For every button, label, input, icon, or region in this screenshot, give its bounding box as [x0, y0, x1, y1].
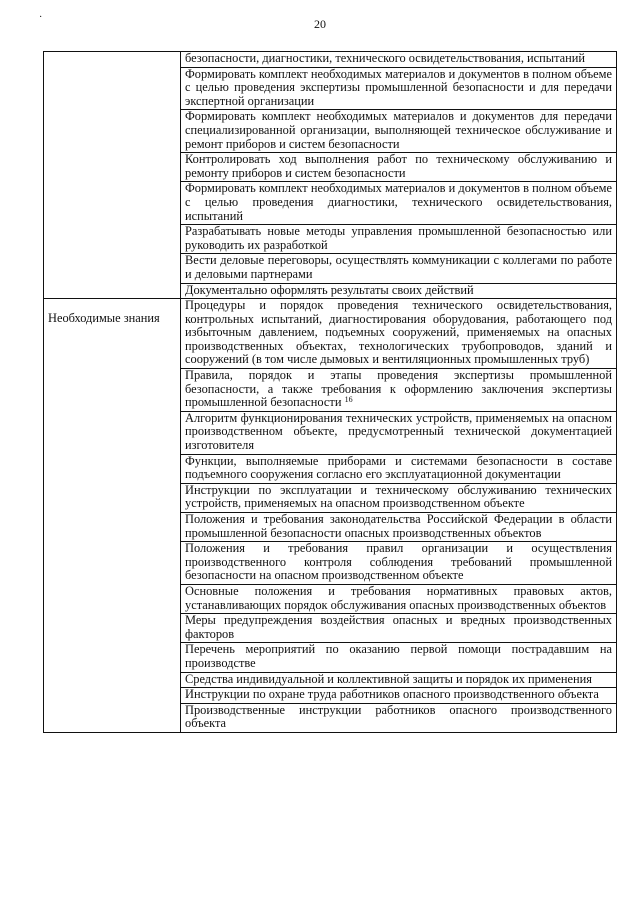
table-row: [44, 52, 617, 68]
cell-text: Правила, порядок и этапы проведения экспертизы промышленной безопасности, а также требования к оформлению заключения экспертизы промышленной безопасности: [185, 368, 612, 410]
table-row: [44, 299, 617, 369]
table-cell: Формировать комплект необходимых материалов и документов в полном объеме с целью проведения диагностики, технического освидетельствования, испытаний: [181, 182, 617, 225]
table-cell: Контролировать ход выполнения работ по техническому обслуживанию и ремонту приборов и систем безопасности: [181, 153, 617, 182]
table-cell: Алгоритм функционирования технических устройств, применяемых на опасном производственном объекте, предусмотренный технической документацией изготовителя: [181, 411, 617, 454]
table-cell: [181, 369, 617, 412]
table-cell: Функции, выполняемые приборами и системами безопасности в составе подъемного сооружения согласно его эксплуатационной документации: [181, 454, 617, 483]
table-cell: Вести деловые переговоры, осуществлять коммуникации с коллегами по работе и деловыми партнерами: [181, 254, 617, 283]
knowledge-label: Необходимые знания: [44, 299, 181, 733]
table-cell: безопасности, диагностики, технического освидетельствования, испытаний: [181, 52, 617, 68]
table-cell: Основные положения и требования нормативных правовых актов, устанавливающих порядок обслуживания опасных производственных объектов: [181, 584, 617, 613]
table-cell: Производственные инструкции работников опасного производственного объекта: [181, 703, 617, 732]
table-cell: Положения и требования правил организации и осуществления производственного контроля соблюдения требований промышленной безопасности на опасном производственном объекте: [181, 542, 617, 585]
footnote-ref: 16: [344, 395, 353, 405]
table-cell: Формировать комплект необходимых материалов и документов в полном объеме с целью проведения экспертизы промышленной безопасности и для передачи экспертной организации: [181, 67, 617, 110]
standards-table: [43, 51, 617, 733]
table-cell: Меры предупреждения воздействия опасных и вредных производственных факторов: [181, 614, 617, 643]
table-cell: Средства индивидуальной и коллективной защиты и порядок их применения: [181, 672, 617, 688]
table-cell: Формировать комплект необходимых материалов и документов для передачи специализированной организации, выполняющей техническое обслуживание и ремонт приборов и систем безопасности: [181, 110, 617, 153]
table-cell: Разрабатывать новые методы управления промышленной безопасностью или руководить их разработкой: [181, 225, 617, 254]
table-cell: Перечень мероприятий по оказанию первой помощи пострадавшим на производстве: [181, 643, 617, 672]
table-cell: Документально оформлять результаты своих действий: [181, 283, 617, 299]
scan-mark: ·: [39, 12, 43, 23]
table-cell: Инструкции по охране труда работников опасного производственного объекта: [181, 688, 617, 704]
table-cell: Инструкции по эксплуатации и техническому обслуживанию технических устройств, применяемых на опасном производственном объекте: [181, 483, 617, 512]
table-cell: Положения и требования законодательства Российской Федерации в области промышленной безопасности опасных производственных объектов: [181, 513, 617, 542]
page-number: 20: [314, 17, 326, 31]
empty-label-cell: [44, 52, 181, 299]
table-cell: Процедуры и порядок проведения технического освидетельствования, контрольных испытаний, диагностирования оборудования, работающего под избыточным давлением, подъемных сооружений, применяемых на опасных производственных объектах, технологических трубопроводов, зданий и сооружений (в том числе дымовых и вентиляционных промышленных труб): [181, 299, 617, 369]
